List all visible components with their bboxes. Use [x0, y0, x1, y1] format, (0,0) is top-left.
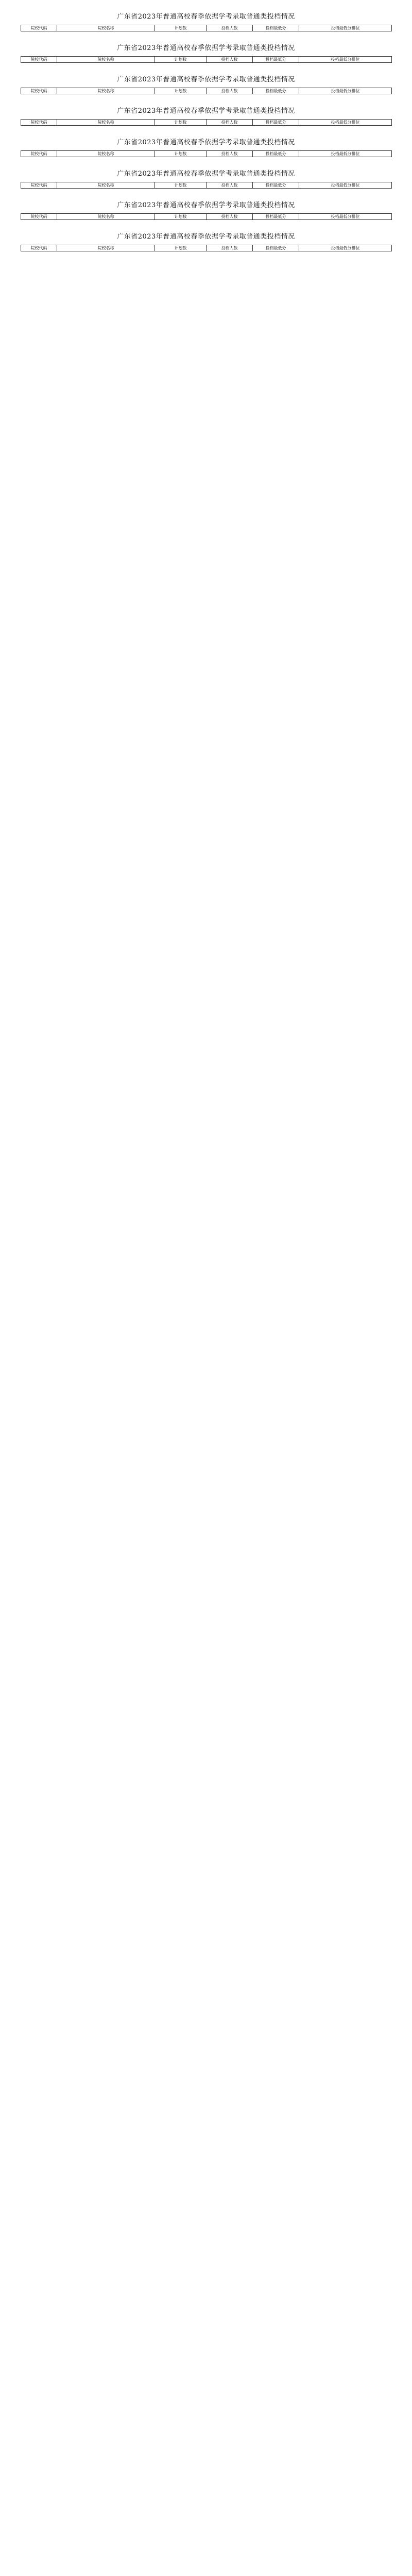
column-header-admitted: 投档人数 [207, 182, 253, 189]
column-header-name: 院校名称 [57, 151, 155, 157]
admission-table [21, 119, 392, 126]
column-header-min-score: 投档最低分 [253, 245, 299, 251]
admission-table [21, 213, 392, 220]
column-header-name: 院校名称 [57, 88, 155, 94]
table-page [21, 101, 391, 126]
admission-table [21, 245, 392, 251]
column-header-min-score: 投档最低分 [253, 120, 299, 126]
admission-table [21, 88, 392, 94]
column-header-name: 院校名称 [57, 25, 155, 31]
column-header-name: 院校名称 [57, 245, 155, 251]
column-header-rank: 投档最低分排位 [299, 151, 392, 157]
column-header-min-score: 投档最低分 [253, 214, 299, 220]
table-header-row [21, 245, 392, 251]
column-header-min-score: 投档最低分 [253, 88, 299, 94]
table-header-row [21, 151, 392, 157]
page-title: 广东省2023年普通高校春季依据学考录取普通类投档情况 [117, 170, 295, 178]
column-header-name: 院校名称 [57, 57, 155, 63]
column-header-code: 院校代码 [21, 214, 57, 220]
admission-table [21, 182, 392, 189]
column-header-plan: 计划数 [155, 214, 207, 220]
column-header-plan: 计划数 [155, 151, 207, 157]
column-header-plan: 计划数 [155, 25, 207, 31]
column-header-rank: 投档最低分排位 [299, 214, 392, 220]
column-header-rank: 投档最低分排位 [299, 245, 392, 251]
table-header-row [21, 25, 392, 31]
admission-table [21, 25, 392, 31]
table-header-row [21, 214, 392, 220]
table-page [21, 39, 391, 63]
column-header-code: 院校代码 [21, 182, 57, 189]
table-page [21, 7, 391, 31]
page-title: 广东省2023年普通高校春季依据学考录取普通类投档情况 [117, 233, 295, 241]
column-header-rank: 投档最低分排位 [299, 25, 392, 31]
table-header-row [21, 57, 392, 63]
column-header-min-score: 投档最低分 [253, 182, 299, 189]
column-header-code: 院校代码 [21, 151, 57, 157]
column-header-plan: 计划数 [155, 245, 207, 251]
page-title: 广东省2023年普通高校春季依据学考录取普通类投档情况 [117, 44, 295, 52]
column-header-code: 院校代码 [21, 88, 57, 94]
column-header-plan: 计划数 [155, 120, 207, 126]
column-header-admitted: 投档人数 [207, 25, 253, 31]
page-title: 广东省2023年普通高校春季依据学考录取普通类投档情况 [117, 76, 295, 83]
column-header-plan: 计划数 [155, 57, 207, 63]
table-page [21, 227, 391, 251]
column-header-name: 院校名称 [57, 182, 155, 189]
column-header-admitted: 投档人数 [207, 57, 253, 63]
admission-table [21, 150, 392, 157]
column-header-admitted: 投档人数 [207, 245, 253, 251]
column-header-min-score: 投档最低分 [253, 57, 299, 63]
column-header-rank: 投档最低分排位 [299, 120, 392, 126]
column-header-admitted: 投档人数 [207, 120, 253, 126]
column-header-plan: 计划数 [155, 88, 207, 94]
column-header-name: 院校名称 [57, 214, 155, 220]
column-header-admitted: 投档人数 [207, 214, 253, 220]
page-title: 广东省2023年普通高校春季依据学考录取普通类投档情况 [117, 201, 295, 209]
table-header-row [21, 182, 392, 189]
table-page [21, 164, 391, 189]
column-header-name: 院校名称 [57, 120, 155, 126]
column-header-code: 院校代码 [21, 57, 57, 63]
page-title: 广东省2023年普通高校春季依据学考录取普通类投档情况 [117, 107, 295, 115]
page-title: 广东省2023年普通高校春季依据学考录取普通类投档情况 [117, 139, 295, 146]
table-page [21, 196, 391, 220]
column-header-admitted: 投档人数 [207, 88, 253, 94]
column-header-min-score: 投档最低分 [253, 151, 299, 157]
page-title: 广东省2023年普通高校春季依据学考录取普通类投档情况 [117, 13, 295, 21]
column-header-code: 院校代码 [21, 120, 57, 126]
column-header-rank: 投档最低分排位 [299, 182, 392, 189]
table-header-row [21, 88, 392, 94]
column-header-code: 院校代码 [21, 245, 57, 251]
admission-table [21, 56, 392, 63]
column-header-rank: 投档最低分排位 [299, 88, 392, 94]
column-header-code: 院校代码 [21, 25, 57, 31]
table-page [21, 133, 391, 157]
column-header-plan: 计划数 [155, 182, 207, 189]
column-header-min-score: 投档最低分 [253, 25, 299, 31]
table-page [21, 70, 391, 94]
table-header-row [21, 120, 392, 126]
column-header-rank: 投档最低分排位 [299, 57, 392, 63]
column-header-admitted: 投档人数 [207, 151, 253, 157]
